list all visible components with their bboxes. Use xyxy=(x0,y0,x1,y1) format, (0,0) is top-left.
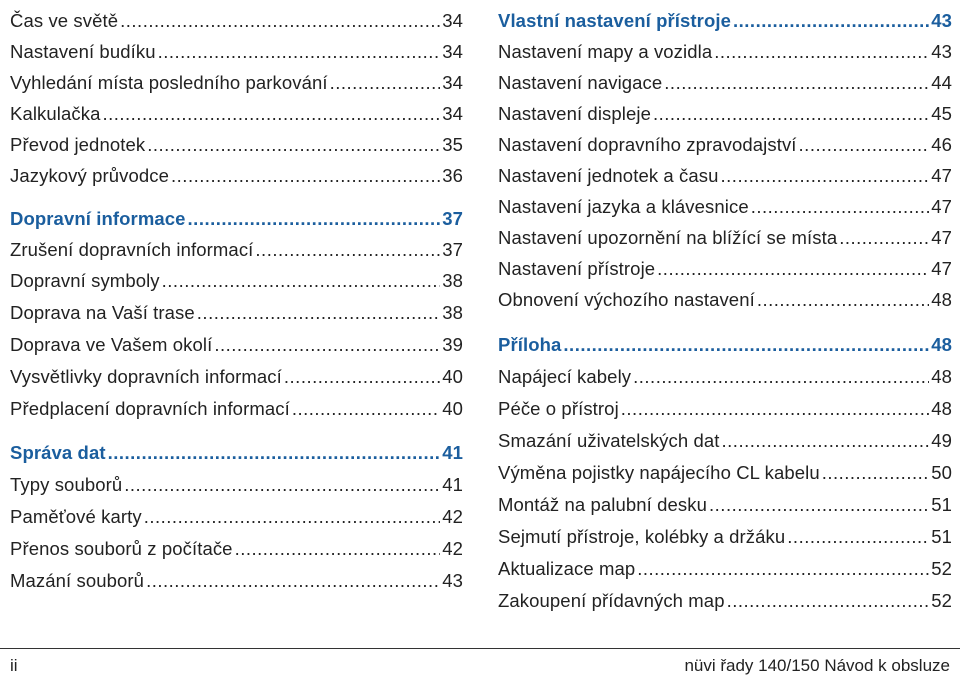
toc-entry-page: 47 xyxy=(931,258,952,279)
toc-dot-leader xyxy=(162,270,441,292)
toc-entry-page: 51 xyxy=(931,494,952,515)
toc-dot-leader xyxy=(839,227,929,249)
toc-entry-title: Přenos souborů z počítače xyxy=(10,538,233,559)
toc-entry-title: Dopravní symboly xyxy=(10,270,160,291)
toc-entry-page: 47 xyxy=(931,227,952,248)
toc-entry[interactable] xyxy=(10,294,463,324)
toc-entry[interactable] xyxy=(10,157,463,187)
toc-entry-title: Dopravní informace xyxy=(10,208,186,229)
toc-entry-title: Nastavení displeje xyxy=(498,103,651,124)
toc-entry-page: 43 xyxy=(442,570,463,591)
toc-entry[interactable] xyxy=(498,582,952,612)
toc-entry-title: Doprava na Vaší trase xyxy=(10,302,195,323)
toc-entry[interactable] xyxy=(498,550,952,580)
toc-entry[interactable] xyxy=(498,422,952,452)
toc-entry[interactable] xyxy=(10,262,463,292)
toc-entry-title: Zrušení dopravních informací xyxy=(10,239,254,260)
toc-entry-title: Vyhledání místa posledního parkování xyxy=(10,72,328,93)
toc-entry-page: 48 xyxy=(931,398,952,419)
toc-entry-page: 45 xyxy=(931,103,952,124)
toc-section-heading[interactable] xyxy=(498,326,952,356)
toc-entry-page: 39 xyxy=(442,334,463,355)
toc-section-heading[interactable] xyxy=(498,2,952,32)
toc-entry[interactable] xyxy=(498,518,952,548)
toc-entry[interactable] xyxy=(10,390,463,420)
toc-entry[interactable] xyxy=(498,281,952,311)
toc-entry-title: Nastavení jednotek a času xyxy=(498,165,719,186)
toc-entry-page: 36 xyxy=(442,165,463,186)
toc-dot-leader xyxy=(637,558,929,580)
toc-entry[interactable] xyxy=(498,157,952,187)
toc-entry-title: Typy souborů xyxy=(10,474,123,495)
toc-entry[interactable] xyxy=(10,498,463,528)
toc-section-heading[interactable] xyxy=(10,200,463,230)
toc-entry-title: Nastavení dopravního zpravodajství xyxy=(498,134,797,155)
toc-entry-page: 41 xyxy=(442,474,463,495)
toc-entry[interactable] xyxy=(498,95,952,125)
toc-dot-leader xyxy=(563,334,929,356)
toc-dot-leader xyxy=(621,398,929,420)
toc-entry-page: 49 xyxy=(931,430,952,451)
toc-dot-leader xyxy=(235,538,441,560)
footer-divider xyxy=(0,648,960,649)
toc-entry-page: 38 xyxy=(442,270,463,291)
toc-entry-title: Příloha xyxy=(498,334,562,355)
toc-entry-title: Smazání uživatelských dat xyxy=(498,430,720,451)
toc-entry-title: Nastavení mapy a vozidla xyxy=(498,41,713,62)
toc-entry-page: 52 xyxy=(931,590,952,611)
toc-entry[interactable] xyxy=(498,486,952,516)
toc-entry[interactable] xyxy=(498,250,952,280)
toc-entry-title: Jazykový průvodce xyxy=(10,165,170,186)
toc-entry[interactable] xyxy=(498,390,952,420)
toc-entry-title: Správa dat xyxy=(10,442,106,463)
toc-entry-page: 42 xyxy=(442,538,463,559)
toc-entry-page: 34 xyxy=(442,103,463,124)
toc-entry-page: 35 xyxy=(442,134,463,155)
toc-entry[interactable] xyxy=(10,358,463,388)
toc-dot-leader xyxy=(330,72,441,94)
footer-product-title: nüvi řady 140/150 Návod k obsluze xyxy=(684,656,950,675)
toc-entry-page: 43 xyxy=(931,10,952,31)
toc-entry[interactable] xyxy=(498,219,952,249)
toc-entry-title: Péče o přístroj xyxy=(498,398,619,419)
toc-entry[interactable] xyxy=(10,530,463,560)
toc-entry[interactable] xyxy=(10,231,463,261)
toc-entry-title: Nastavení navigace xyxy=(498,72,663,93)
toc-entry-page: 47 xyxy=(931,196,952,217)
toc-entry-page: 34 xyxy=(442,72,463,93)
toc-dot-leader xyxy=(657,258,929,280)
toc-dot-leader xyxy=(799,134,930,156)
toc-entry-page: 38 xyxy=(442,302,463,323)
toc-entry-title: Obnovení výchozího nastavení xyxy=(498,289,755,310)
toc-dot-leader xyxy=(158,41,441,63)
toc-entry[interactable] xyxy=(10,466,463,496)
toc-entry-title: Nastavení budíku xyxy=(10,41,156,62)
toc-dot-leader xyxy=(255,239,440,261)
toc-entry-title: Sejmutí přístroje, kolébky a držáku xyxy=(498,526,786,547)
toc-entry-page: 40 xyxy=(442,398,463,419)
toc-entry-title: Nastavení přístroje xyxy=(498,258,656,279)
toc-dot-leader xyxy=(120,10,440,32)
toc-dot-leader xyxy=(214,334,440,356)
toc-dot-leader xyxy=(146,570,440,592)
toc-entry[interactable] xyxy=(498,126,952,156)
toc-dot-leader xyxy=(653,103,929,125)
toc-entry-title: Čas ve světě xyxy=(10,10,119,31)
toc-entry-title: Nastavení jazyka a klávesnice xyxy=(498,196,749,217)
toc-entry-page: 48 xyxy=(931,289,952,310)
toc-dot-leader xyxy=(102,103,440,125)
footer-page-number: ii xyxy=(10,656,18,675)
toc-entry-page: 48 xyxy=(931,334,952,355)
toc-dot-leader xyxy=(197,302,440,324)
toc-dot-leader xyxy=(664,72,929,94)
toc-entry[interactable] xyxy=(498,358,952,388)
toc-dot-leader xyxy=(722,430,930,452)
toc-entry-title: Aktualizace map xyxy=(498,558,636,579)
toc-entry[interactable] xyxy=(498,64,952,94)
toc-entry-title: Doprava ve Vašem okolí xyxy=(10,334,213,355)
toc-entry-title: Nastavení upozornění na blížící se místa xyxy=(498,227,838,248)
toc-entry-page: 37 xyxy=(442,239,463,260)
toc-entry-page: 41 xyxy=(442,442,463,463)
toc-dot-leader xyxy=(188,208,441,230)
toc-entry[interactable] xyxy=(10,126,463,156)
toc-entry-page: 51 xyxy=(931,526,952,547)
toc-dot-leader xyxy=(757,289,929,311)
toc-dot-leader xyxy=(709,494,929,516)
toc-entry[interactable] xyxy=(10,64,463,94)
toc-dot-leader xyxy=(822,462,930,484)
toc-entry-page: 52 xyxy=(931,558,952,579)
toc-entry-page: 40 xyxy=(442,366,463,387)
toc-entry-title: Napájecí kabely xyxy=(498,366,632,387)
toc-entry-title: Paměťové karty xyxy=(10,506,142,527)
toc-entry[interactable] xyxy=(10,2,463,32)
toc-entry[interactable] xyxy=(498,188,952,218)
toc-dot-leader xyxy=(292,398,440,420)
toc-dot-leader xyxy=(787,526,929,548)
toc-entry-page: 46 xyxy=(931,134,952,155)
toc-entry-page: 47 xyxy=(931,165,952,186)
toc-entry-title: Vysvětlivky dopravních informací xyxy=(10,366,282,387)
toc-entry-page: 43 xyxy=(931,41,952,62)
toc-dot-leader xyxy=(733,10,929,32)
toc-entry-page: 50 xyxy=(931,462,952,483)
toc-entry[interactable] xyxy=(498,454,952,484)
toc-entry-title: Vlastní nastavení přístroje xyxy=(498,10,732,31)
toc-dot-leader xyxy=(714,41,929,63)
toc-entry[interactable] xyxy=(10,326,463,356)
toc-entry-title: Výměna pojistky napájecího CL kabelu xyxy=(498,462,820,483)
toc-entry-title: Kalkulačka xyxy=(10,103,101,124)
toc-entry-page: 44 xyxy=(931,72,952,93)
toc-dot-leader xyxy=(751,196,930,218)
toc-entry[interactable] xyxy=(498,33,952,63)
toc-entry-page: 42 xyxy=(442,506,463,527)
toc-entry-title: Mazání souborů xyxy=(10,570,145,591)
toc-entry-page: 48 xyxy=(931,366,952,387)
toc-section-heading[interactable] xyxy=(10,434,463,464)
toc-dot-leader xyxy=(284,366,440,388)
toc-entry-page: 37 xyxy=(442,208,463,229)
toc-entry-title: Převod jednotek xyxy=(10,134,146,155)
toc-dot-leader xyxy=(147,134,440,156)
toc-dot-leader xyxy=(721,165,930,187)
toc-entry[interactable] xyxy=(10,95,463,125)
toc-entry[interactable] xyxy=(10,562,463,592)
toc-entry-title: Montáž na palubní desku xyxy=(498,494,708,515)
toc-dot-leader xyxy=(124,474,440,496)
toc-entry-page: 34 xyxy=(442,41,463,62)
toc-dot-leader xyxy=(108,442,441,464)
toc-entry[interactable] xyxy=(10,33,463,63)
toc-dot-leader xyxy=(171,165,440,187)
toc-dot-leader xyxy=(727,590,930,612)
toc-entry-page: 34 xyxy=(442,10,463,31)
toc-dot-leader xyxy=(144,506,440,528)
toc-entry-title: Zakoupení přídavných map xyxy=(498,590,725,611)
toc-entry-title: Předplacení dopravních informací xyxy=(10,398,290,419)
toc-dot-leader xyxy=(633,366,929,388)
